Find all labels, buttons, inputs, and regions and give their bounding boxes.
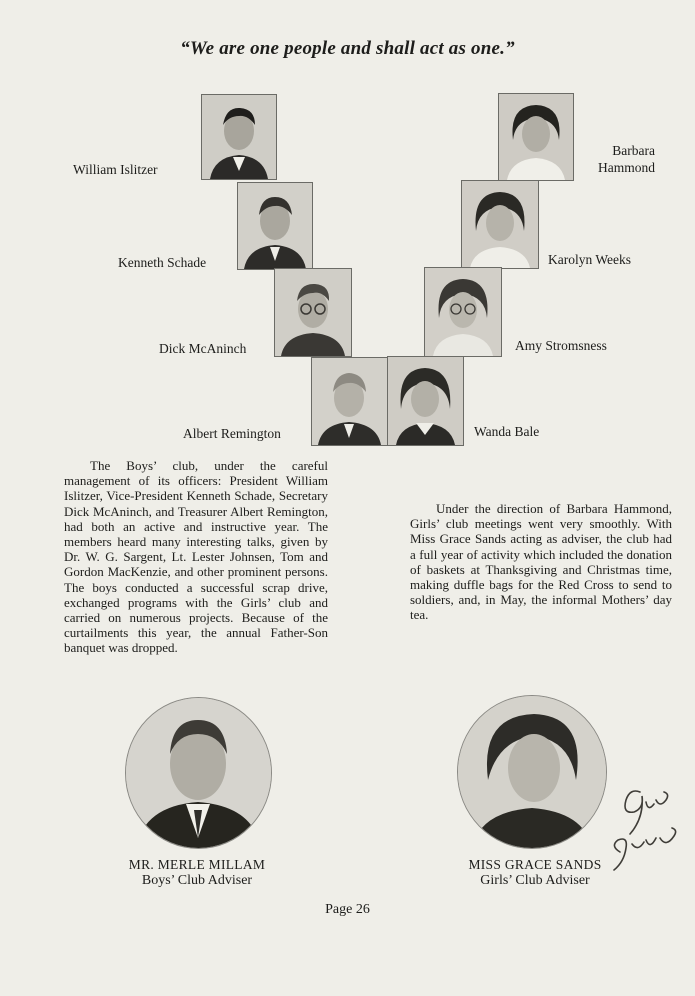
officer-name-barbara-hammond bbox=[560, 142, 655, 176]
adviser-name: MR. MERLE MILLAM bbox=[128, 857, 266, 872]
portrait-photo bbox=[126, 698, 271, 848]
portrait-amy-stromsness bbox=[424, 267, 502, 357]
portrait-photo bbox=[388, 357, 463, 445]
adviser-role: Boys’ Club Adviser bbox=[141, 873, 253, 888]
officer-name-dick-mcaninch: Dick McAninch bbox=[159, 341, 247, 356]
officer-name-wanda-bale: Wanda Bale bbox=[474, 424, 540, 439]
officer-name-karolyn-weeks: Karolyn Weeks bbox=[548, 252, 632, 267]
portrait-photo bbox=[312, 358, 387, 445]
boys-club-text: The Boys’ club, under the careful management of its officers: President William Islitzer, Vice-President Kenneth Schade, Secretary Dick McAninch, and Treasurer Albert Remington, had both an active and instructive year. The members heard many interesting talks, given by Dr. W. G. Sargent, Lt. Lester Johnsen, Tom and Gordon MacKenzie, and other prominent persons. The boys conducted a successful scrap drive, exchanged programs with the Girls’ club and carried on numerous projects. Because of the curtailments this year, the annual Father-Son banquet was dropped. bbox=[64, 458, 328, 656]
adviser-caption-boys bbox=[92, 857, 302, 889]
girls-club-paragraph bbox=[410, 501, 672, 623]
portrait-dick-mcaninch bbox=[274, 268, 352, 357]
girls-club-text: Under the direction of Barbara Hammond, Girls’ club meetings went very smoothly. With Miss Grace Sands acting as adviser, the club had a full year of activity which included the donation of baskets at Thanksgiving and Christmas time, making duffle bags for the Red Cross to send to soldiers, and, in May, the informal Mothers’ day tea. bbox=[410, 501, 672, 623]
portrait-photo bbox=[238, 183, 312, 269]
portrait-photo bbox=[425, 268, 501, 356]
handwritten-signature bbox=[600, 778, 690, 888]
officer-name-albert-remington: Albert Remington bbox=[183, 426, 281, 441]
portrait-merle-millam bbox=[125, 697, 272, 849]
portrait-kenneth-schade bbox=[237, 182, 313, 270]
portrait-photo bbox=[462, 181, 538, 268]
portrait-grace-sands bbox=[457, 695, 607, 849]
adviser-role: Girls’ Club Adviser bbox=[480, 873, 590, 888]
officer-name-line: Hammond bbox=[598, 160, 655, 175]
officer-name-amy-stromsness: Amy Stromsness bbox=[515, 338, 607, 353]
boys-club-paragraph bbox=[64, 458, 328, 656]
officer-name-line: Barbara bbox=[612, 143, 655, 158]
page-number: Page 26 bbox=[325, 902, 370, 917]
portrait-photo bbox=[275, 269, 351, 356]
portrait-albert-remington bbox=[311, 357, 388, 446]
portrait-william-islitzer bbox=[201, 94, 277, 180]
adviser-name: MISS GRACE SANDS bbox=[468, 857, 602, 872]
portrait-photo bbox=[202, 95, 276, 179]
officer-name-kenneth-schade: Kenneth Schade bbox=[118, 255, 207, 270]
portrait-photo bbox=[458, 696, 606, 848]
page-motto: “We are one people and shall act as one.” bbox=[180, 38, 515, 59]
portrait-wanda-bale bbox=[387, 356, 464, 446]
portrait-karolyn-weeks bbox=[461, 180, 539, 269]
officer-name-william-islitzer: William Islitzer bbox=[73, 162, 158, 177]
